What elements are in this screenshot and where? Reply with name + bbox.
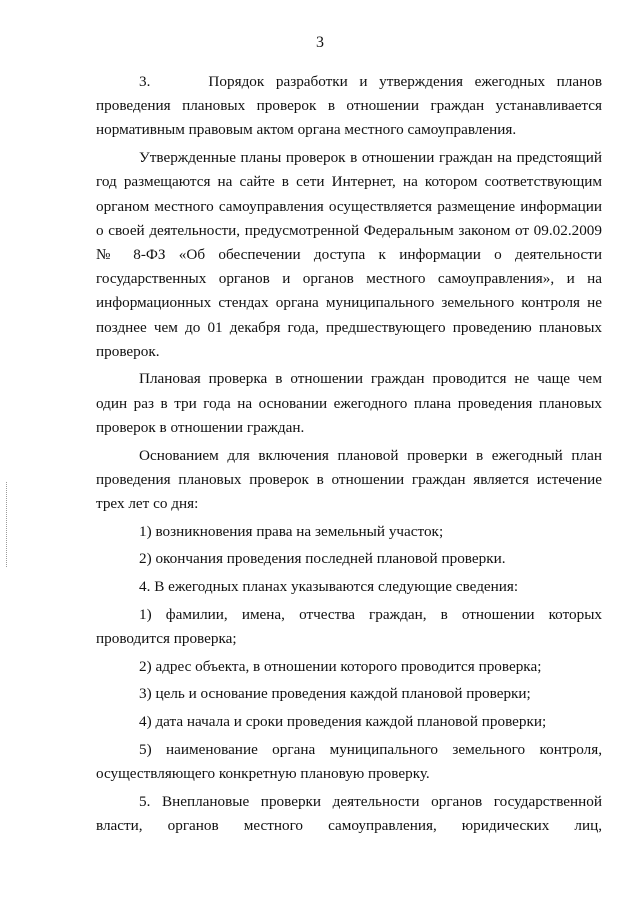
list-item-object-address: 2) адрес объекта, в отношении которого проводится проверка; (139, 657, 542, 675)
list-item-inspection-purpose: 3) цель и основание проведения каждой плановой проверки; (139, 685, 531, 703)
paragraph-inspection-frequency: Плановая проверка в отношении граждан проводится не чаще чем один раз в три года на основании ежегодного плана проведения плановых проверок в отношении граждан. (96, 370, 602, 436)
paragraph-planning-order: 3. Порядок разработки и утверждения ежегодных планов проведения плановых проверок в отношении граждан устанавливается нормативным правовым актом органа местного самоуправления. (96, 73, 602, 139)
list-item-inspection-dates: 4) дата начала и сроки проведения каждой плановой проверки; (139, 713, 547, 731)
page-number: 3 (316, 34, 324, 51)
paragraph-inspection-grounds: Основанием для включения плановой проверки в ежегодный план проведения плановых проверок в отношении граждан является истечение трех лет со дня: (96, 446, 602, 512)
paragraph-plan-contents: 4. В ежегодных планах указываются следующие сведения: (139, 578, 519, 596)
paragraph-plans-publication: Утвержденные планы проверок в отношении граждан на предстоящий год размещаются на сайте в сети Интернет, на котором соответствующим органом местного самоуправления осуществляется размещение информации о своей деятельности, предусмотренной Федеральным законом от 09.02.2009 № 8-ФЗ «Об обеспечении доступа к информации о деятельности государственных органов и органов местного самоуправления», и на информационных стендах органа муниципального земельного контроля не позднее чем до 01 декабря года, предшествующего проведению плановых проверок. (96, 149, 602, 360)
paragraph-unscheduled-inspections: 5. Внеплановые проверки деятельности органов государственной власти, органов местного самоуправления, юридических лиц, (96, 792, 602, 834)
list-item-land-right: 1) возникновения права на земельный участок; (139, 522, 444, 540)
list-item-control-body: 5) наименование органа муниципального земельного контроля, осуществляющего конкретную плановую проверку. (96, 740, 602, 782)
list-item-citizen-names: 1) фамилии, имена, отчества граждан, в отношении которых проводится проверка; (96, 605, 602, 647)
list-item-last-inspection: 2) окончания проведения последней плановой проверки. (139, 550, 506, 568)
document-body (96, 70, 602, 842)
scan-edge-marks (6, 482, 8, 567)
